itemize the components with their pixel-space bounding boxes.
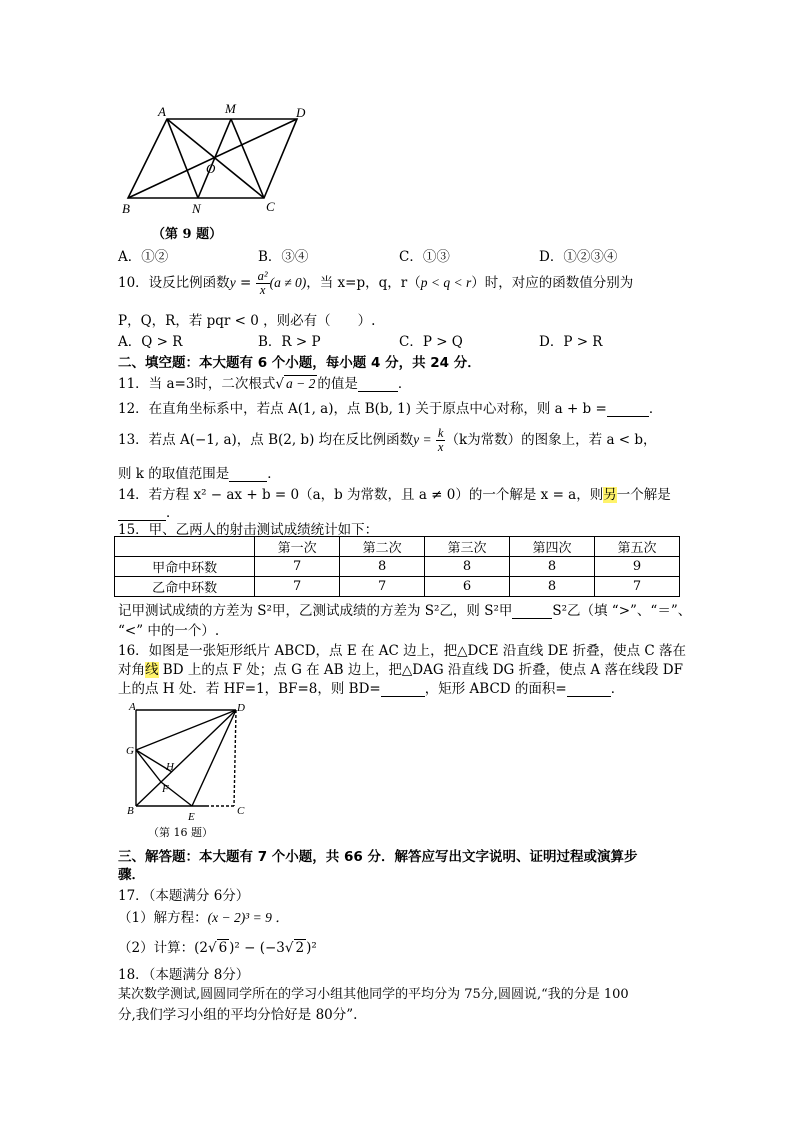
q16-line3 (118, 677, 624, 697)
q14-line1 (118, 483, 671, 503)
section-2-heading: 二、填空题：本大题有 6 个小题，每小题 4 分，共 24 分． (118, 355, 481, 371)
q9-option-d: D．①②③④ (539, 249, 618, 265)
q10-func-cond: (a ≠ 0) (269, 275, 307, 290)
q16-line2-post: BD 上的点 F 处；点 G 在 AB 边上，把△DAG 沿直线 DG 折叠，使点 A 落在线段 DF (158, 662, 683, 678)
q10-text1: ，当 x=p，q，r（ (306, 275, 421, 291)
q10-fraction-den: x (259, 283, 266, 297)
q17-part2: （2）计算：(2√ 6 )² − (−3√ 2 )² (118, 940, 317, 956)
q11-answer-blank[interactable] (358, 377, 398, 392)
q10-fraction (256, 270, 270, 297)
q16-line2-pre: 对角 (118, 662, 145, 678)
q11-radical: a − 2 (286, 376, 316, 391)
label-c: C (266, 199, 275, 214)
table-cell: 8 (340, 557, 425, 577)
q10-option-a: A．Q > R (118, 334, 183, 350)
q15-answer-blank[interactable] (512, 604, 552, 619)
table-cell: 7 (255, 557, 340, 577)
q16-line2 (118, 658, 683, 678)
q13-line1 (118, 427, 657, 454)
figure-q9-caption: （第 9 题） (152, 227, 223, 242)
label-n: N (192, 201, 201, 216)
side-dc-dashed (234, 710, 236, 806)
label-b: B (122, 201, 130, 216)
q14-end: ． (166, 505, 180, 521)
table-header-cell: 第三次 (425, 537, 510, 557)
q13-line2 (118, 462, 281, 482)
q13-fraction-den: x (437, 440, 444, 454)
q17-part2-pre: （2）计算： (118, 940, 195, 956)
segment-mn (198, 119, 231, 198)
table-cell: 7 (340, 577, 425, 597)
table-cell: 8 (510, 557, 595, 577)
q13-end: ． (267, 466, 281, 482)
q15-score-table (114, 536, 680, 597)
q11-pre: 11．当 a=3时，二次根式 (118, 376, 276, 392)
q10-option-c: C．P > Q (399, 334, 463, 350)
q16-line3-pre: 上的点 H 处．若 HF=1，BF=8，则 BD= (118, 681, 381, 697)
label-b: B (127, 805, 134, 817)
segment-gf (136, 750, 161, 782)
q12 (118, 397, 662, 417)
q17-part1-expr: (x − 2)³ = 9 ． (207, 910, 289, 925)
q17-part2-b: )² − (−3 (229, 940, 285, 956)
q9-option-c: C．①③ (399, 249, 450, 265)
table-cell: 7 (594, 577, 679, 597)
q16-line3-mid: ，矩形 ABCD 的面积= (424, 681, 567, 697)
q16-area-blank[interactable] (567, 682, 611, 697)
q17-title: 17．（本题满分 6分） (118, 888, 250, 904)
label-c: C (237, 805, 245, 817)
q13-answer-blank[interactable] (229, 467, 267, 482)
q10-line2: P，Q，R，若 pqr < 0 ，则必有（ ）. (118, 313, 376, 329)
q16-line3-end: ． (610, 681, 625, 697)
label-g: G (126, 745, 134, 757)
label-a: A (158, 104, 166, 119)
q14-pre: 14．若方程 x² − ax + b = 0（a，b 为常数，且 a ≠ 0）的一个解是 x = a，则 (118, 487, 604, 503)
label-o: O (206, 161, 216, 176)
q10-option-b: B．R > P (258, 334, 321, 350)
q11-post: 的值是 (317, 376, 358, 392)
table-cell: 9 (594, 557, 679, 577)
q17-part1 (118, 906, 289, 926)
diagonal-bd (136, 710, 236, 806)
q15-after1-mid: S²乙（填 “>”、“＝”、 (552, 603, 692, 619)
q17-part2-a: (2 (194, 940, 208, 956)
label-f: F (162, 783, 169, 795)
table-cell: 6 (425, 577, 510, 597)
diagonal-ac (167, 119, 264, 198)
table-row (115, 557, 680, 577)
q15-after1-pre: 记甲测试成绩的方差为 S²甲，乙测试成绩的方差为 S²乙，则 S²甲 (118, 603, 513, 619)
q14-highlight: 另 (603, 487, 617, 503)
q13-fraction-num: k (437, 426, 444, 440)
figure-q16-caption: （第 16 题） (148, 826, 213, 839)
q14-post: 一个解是 (616, 487, 671, 503)
section-3-heading-line2: 骤． (118, 867, 145, 883)
q17-part2-b-rad: 2 (295, 940, 305, 956)
section-3-heading-line1: 三、解答题：本大题有 7 个小题，共 66 分．解答应写出文字说明、证明过程或演算步 (118, 849, 638, 865)
q16-bd-blank[interactable] (381, 682, 425, 697)
q17-part2-c: )² (306, 940, 317, 956)
q17-part2-a-rad: 6 (218, 940, 228, 956)
q15-intro: 15．甲、乙两人的射击测试成绩统计如下： (118, 522, 379, 538)
q18-line1: 某次数学测试,圆圆同学所在的学习小组其他同学的平均分为 75分,圆圆说,“我的分是 100 (118, 987, 629, 1002)
table-row (115, 577, 680, 597)
label-h: H (166, 761, 174, 773)
q18-line2: 分,我们学习小组的平均分恰好是 80分”. (118, 1007, 358, 1023)
q12-end: ． (648, 401, 663, 417)
q10-fraction-num: a² (257, 269, 268, 283)
q9-option-a: A．①② (118, 249, 169, 265)
label-m: M (225, 101, 236, 116)
table-header-cell: 第五次 (594, 537, 679, 557)
table-header-row (115, 537, 680, 557)
q11-end: ． (397, 376, 412, 392)
table-cell: 8 (510, 577, 595, 597)
q15-after-line1 (118, 599, 691, 619)
label-a: A (129, 701, 136, 713)
table-header-cell: 第四次 (510, 537, 595, 557)
table-header-cell (115, 537, 255, 557)
q13-line2-text: 则 k 的取值范围是 (118, 466, 230, 482)
label-d: D (237, 702, 245, 714)
table-cell: 甲命中环数 (115, 557, 255, 577)
table-cell: 7 (255, 577, 340, 597)
table-header-cell: 第二次 (340, 537, 425, 557)
diagonal-bd (128, 119, 297, 198)
q12-answer-blank[interactable] (607, 402, 649, 417)
q16-line1: 16．如图是一张矩形纸片 ABCD，点 E 在 AC 边上，把△DCE 沿直线 DE 折叠，使点 C 落在 (118, 643, 686, 659)
q13-post: （k为常数）的图象上，若 a < b， (445, 432, 657, 448)
label-e: E (188, 811, 195, 823)
q9-option-b: B．③④ (258, 249, 309, 265)
q11: 11．当 a=3时，二次根式√ a − 2 的值是 ． (118, 376, 412, 392)
segment-mc (231, 119, 264, 198)
table-cell: 8 (425, 557, 510, 577)
figure-q16 (110, 700, 260, 842)
q10-line1: 10．设反比例函数y = $\frac{\text{a²}}{x}$ (a ≠ 0)，当 x=p，q，r（p < q < r）时，对应的函数值分别为 (118, 269, 634, 297)
q10-option-d: D．P > R (539, 334, 603, 350)
q17-part1-pre: （1）解方程： (118, 910, 208, 926)
q10-cond: p < q < r (420, 275, 472, 290)
q10-prefix: 10．设反比例函数 (118, 275, 230, 291)
q15-after-line2: “<” 中的一个）. (118, 623, 220, 639)
q10-text2: ）时，对应的函数值分别为 (471, 275, 634, 291)
q13-func-y: y = (413, 432, 432, 447)
q18-title: 18．（本题满分 8分） (118, 967, 250, 983)
q12-text: 12．在直角坐标系中，若点 A(1, a)，点 B(b, 1) 关于原点中心对称，则 a + b = (118, 401, 607, 417)
label-d: D (296, 105, 306, 120)
q16-line2-highlight: 线 (145, 662, 159, 678)
q10-func-y: y (229, 275, 236, 290)
table-header-cell: 第一次 (255, 537, 340, 557)
figure-q9 (112, 98, 312, 246)
table-cell: 乙命中环数 (115, 577, 255, 597)
q13-pre: 13．若点 A(−1, a)，点 B(2, b) 均在反比例函数 (118, 432, 414, 448)
